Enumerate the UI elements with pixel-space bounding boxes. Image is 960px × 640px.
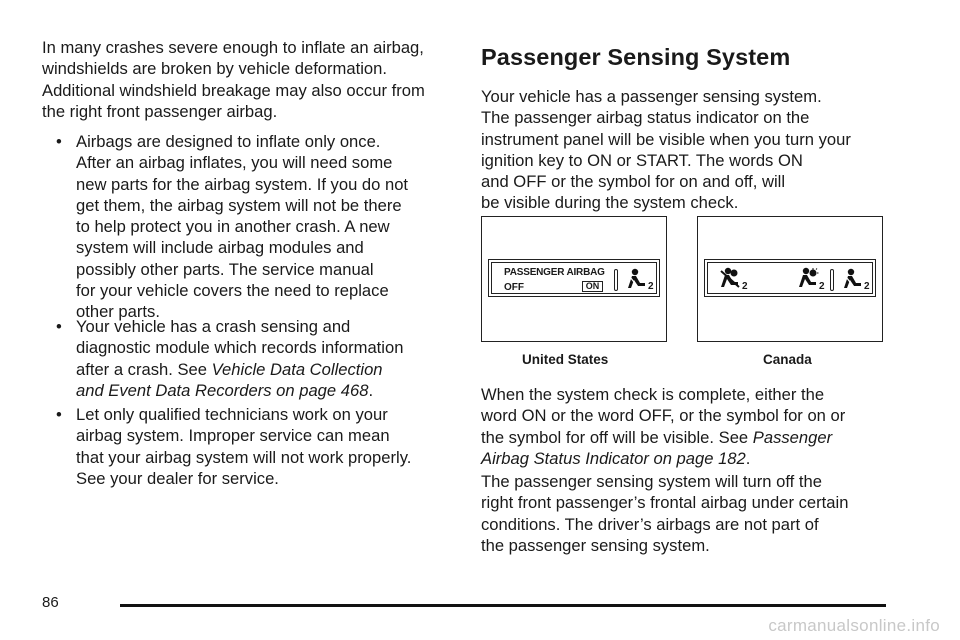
text-line: and OFF or the symbol for on and off, will xyxy=(481,172,786,192)
text-line: right front passenger’s frontal airbag under certain xyxy=(481,493,849,513)
intro-paragraph xyxy=(481,86,901,214)
airbag-on-icon xyxy=(796,267,820,291)
bullet-text xyxy=(76,131,442,323)
text-span: . xyxy=(745,448,751,468)
text-line xyxy=(481,448,901,469)
bullet-dot: • xyxy=(56,132,62,151)
canada-status-display xyxy=(704,259,876,297)
text-line: The passenger airbag status indicator on the xyxy=(481,108,810,128)
figure-caption-canada: Canada xyxy=(763,352,812,367)
figure-caption-us: United States xyxy=(522,352,609,367)
text-line: Your vehicle has a crash sensing and xyxy=(76,317,351,336)
page-number: 86 xyxy=(42,594,59,611)
section-heading: Passenger Sensing System xyxy=(481,44,791,70)
text-line: Your vehicle has a passenger sensing system. xyxy=(481,87,822,106)
cross-reference[interactable]: and Event Data Recorders on page 468 xyxy=(76,380,369,400)
text-line: word ON or the word OFF, or the symbol for on or xyxy=(481,406,846,426)
text-line: See your dealer for service. xyxy=(76,468,279,488)
us-indicator-figure xyxy=(481,216,667,342)
on-label: ON xyxy=(582,281,603,292)
watermark: carmanualsonline.info xyxy=(768,616,940,635)
text-span: after a crash. See xyxy=(76,359,212,379)
text-line xyxy=(76,359,442,380)
display-frame xyxy=(491,262,657,294)
text-line: new parts for the airbag system. If you do not xyxy=(76,174,409,194)
text-line: instrument panel will be visible when you turn your xyxy=(481,129,851,149)
footer-rule xyxy=(120,604,886,607)
text-span: . xyxy=(368,380,374,400)
passenger-seat-icon xyxy=(626,268,648,292)
text-line: airbag system. Improper service can mean xyxy=(76,426,390,446)
text-line xyxy=(481,427,901,448)
text-line: The passenger sensing system will turn off the xyxy=(481,472,822,491)
intro-paragraph: In many crashes severe enough to inflate an airbag, windshields are broken by vehicle deformation. Additional windshield breakage may also occur from the right front passenger airbag. xyxy=(42,38,425,121)
indicator-slot xyxy=(830,269,834,291)
bullet-text xyxy=(76,316,442,401)
sensing-paragraph xyxy=(481,471,901,556)
display-frame xyxy=(707,262,873,294)
us-status-display xyxy=(488,259,660,297)
subscript-number: 2 xyxy=(864,281,870,292)
text-line: Airbags are designed to inflate only once. xyxy=(76,132,381,151)
subscript-number: 2 xyxy=(819,281,825,292)
passenger-seat-icon xyxy=(842,268,864,292)
bullet-text xyxy=(76,404,442,489)
cross-reference[interactable]: Vehicle Data Collection xyxy=(211,359,383,379)
subscript-number: 2 xyxy=(742,281,748,292)
bullet-dot: • xyxy=(56,405,62,424)
text-line: other parts. xyxy=(76,302,160,322)
canada-indicator-figure xyxy=(697,216,883,342)
text-line: for your vehicle covers the need to replace xyxy=(76,281,389,301)
text-line: get them, the airbag system will not be there xyxy=(76,195,402,215)
cross-reference[interactable]: Passenger xyxy=(752,427,833,447)
cross-reference[interactable]: Airbag Status Indicator on page 182 xyxy=(481,448,746,468)
bullet-dot: • xyxy=(56,317,62,336)
indicator-slot xyxy=(614,269,618,291)
check-complete-paragraph xyxy=(481,384,901,469)
text-line: After an airbag inflates, you will need some xyxy=(76,153,393,173)
text-line: ignition key to ON or START. The words ON xyxy=(481,150,803,170)
text-line: the passenger sensing system. xyxy=(481,535,710,555)
text-line: possibly other parts. The service manual xyxy=(76,259,374,279)
text-line: When the system check is complete, either the xyxy=(481,385,825,404)
text-line: diagnostic module which records information xyxy=(76,338,404,358)
text-span: the symbol for off will be visible. See xyxy=(481,427,753,447)
passenger-airbag-label: PASSENGER AIRBAG xyxy=(504,267,605,278)
airbag-off-icon xyxy=(718,267,742,291)
text-line: Let only qualified technicians work on your xyxy=(76,405,388,424)
text-line: be visible during the system check. xyxy=(481,193,739,213)
text-line: system will include airbag modules and xyxy=(76,238,364,258)
off-label: OFF xyxy=(504,282,524,293)
text-line: to help protect you in another crash. A new xyxy=(76,217,390,237)
subscript-number: 2 xyxy=(648,281,654,292)
text-line: conditions. The driver’s airbags are not part of xyxy=(481,514,819,534)
text-line: that your airbag system will not work properly. xyxy=(76,447,412,467)
text-line xyxy=(76,380,442,401)
